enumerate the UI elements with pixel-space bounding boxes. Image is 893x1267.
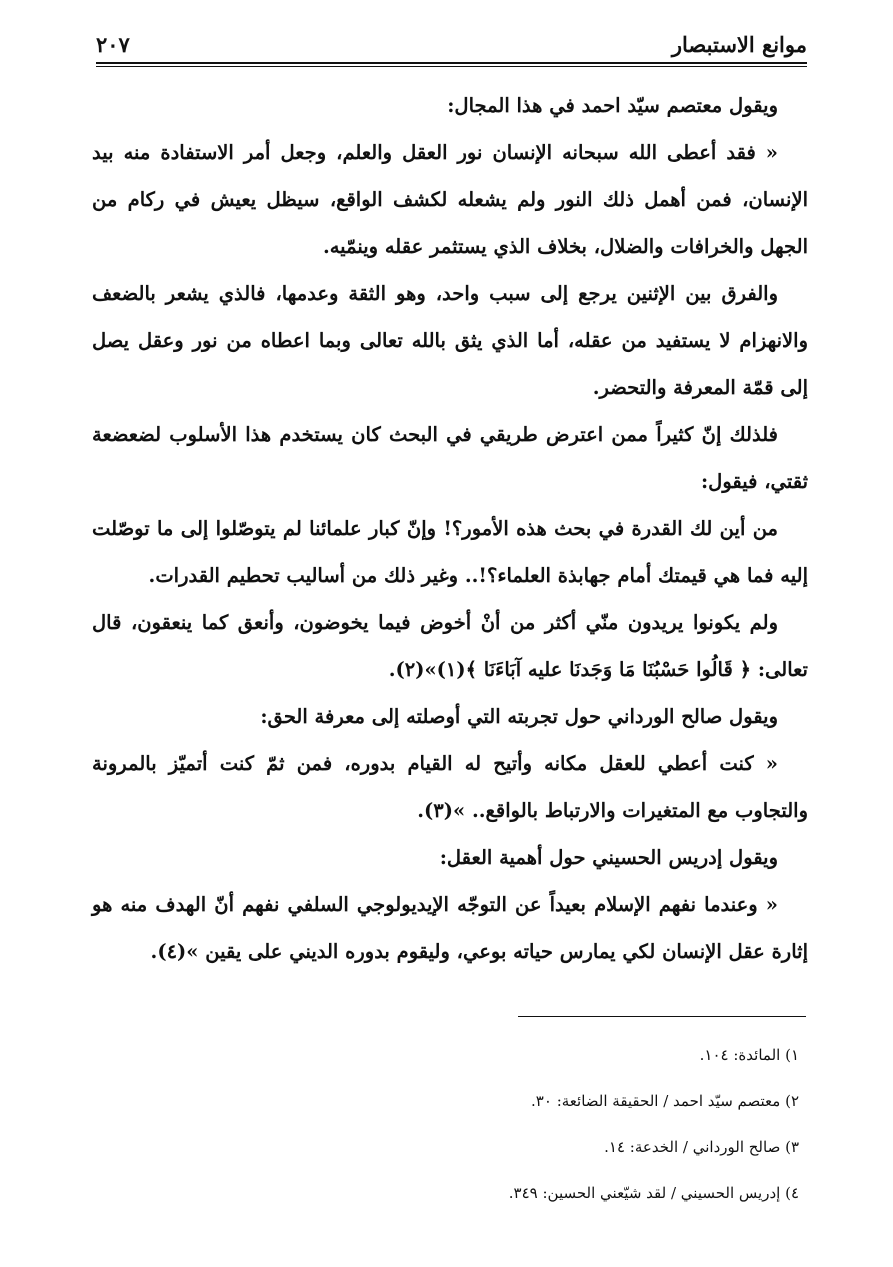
paragraph-quote-husseini: « وعندما نفهم الإسلام بعيداً عن التوجّه الإيديولوجي السلفي نفهم أنّ الهدف منه هو إثارة عقل الإنسان لكي يمارس حياته بوعي، وليقوم بدوره الديني على يقين »(٤). [92, 893, 808, 963]
paragraph-quote-2: والفرق بين الإثنين يرجع إلى سبب واحد، وهو الثقة وعدمها، فالذي يشعر بالضعف والانهزام لا يستفيد من عقله، أما الذي يثق بالله تعالى وبما اعطاه من نور وعقل يصل إلى قمّة المعرفة والتحضر. [92, 282, 808, 399]
header-rule [96, 62, 807, 64]
page-number: ٢٠٧ [96, 32, 130, 57]
footnote-item: ١) المائدة: ١٠٤. [699, 1046, 799, 1064]
header-rule-thin [96, 66, 807, 67]
paragraph-quote-wardani: « كنت أعطي للعقل مكانه وأتيح له القيام بدوره، فمن ثمّ كنت أتميّز بالمرونة والتجاوب مع المتغيرات والارتباط بالواقع.. »(٣). [92, 752, 808, 822]
footnote-item: ٢) معتصم سيّد احمد / الحقيقة الضائعة: ٣٠. [531, 1092, 799, 1110]
footnote-item: ٣) صالح الورداني / الخدعة: ١٤. [604, 1138, 799, 1156]
paragraph-intro-moatasem: ويقول معتصم سيّد احمد في هذا المجال: [447, 94, 778, 117]
paragraph-intro-wardani: ويقول صالح الورداني حول تجربته التي أوصلته إلى معرفة الحق: [260, 705, 778, 728]
footnote-item: ٤) إدريس الحسيني / لقد شيّعني الحسين: ٣٤٩. [508, 1184, 799, 1202]
footnote-rule [518, 1016, 806, 1017]
paragraph-quote-5: ولم يكونوا يريدون منّي أكثر من أنْ أخوض فيما يخوضون، وأنعق كما ينعقون، قال تعالى: ﴿ قَالُوا حَسْبُنَا مَا وَجَدنَا عليه آبَاءَنَا ﴾(١)»(٢). [92, 611, 808, 681]
paragraph-quote-1: « فقد أعطى الله سبحانه الإنسان نور العقل والعلم، وجعل أمر الاستفادة منه بيد الإنسان، فمن أهمل ذلك النور ولم يشعله لكشف الواقع، سيظل يعيش في ركام من الجهل والخرافات والضلال، بخلاف الذي يستثمر عقله وينمّيه. [92, 141, 808, 258]
main-text [92, 82, 808, 975]
footnotes [99, 1032, 799, 1216]
paragraph-intro-husseini: ويقول إدريس الحسيني حول أهمية العقل: [439, 846, 778, 869]
paragraph-quote-3: فلذلك إنّ كثيراً ممن اعترض طريقي في البحث كان يستخدم هذا الأسلوب لضعضعة ثقتي، فيقول: [92, 423, 808, 493]
running-title: موانع الاستبصار [671, 32, 807, 57]
paragraph-quote-4: من أين لك القدرة في بحث هذه الأمور؟! وإنّ كبار علمائنا لم يتوصّلوا إلى ما توصّلت إليه فما هي قيمتك أمام جهابذة العلماء؟!.. وغير ذلك من أساليب تحطيم القدرات. [92, 517, 808, 587]
